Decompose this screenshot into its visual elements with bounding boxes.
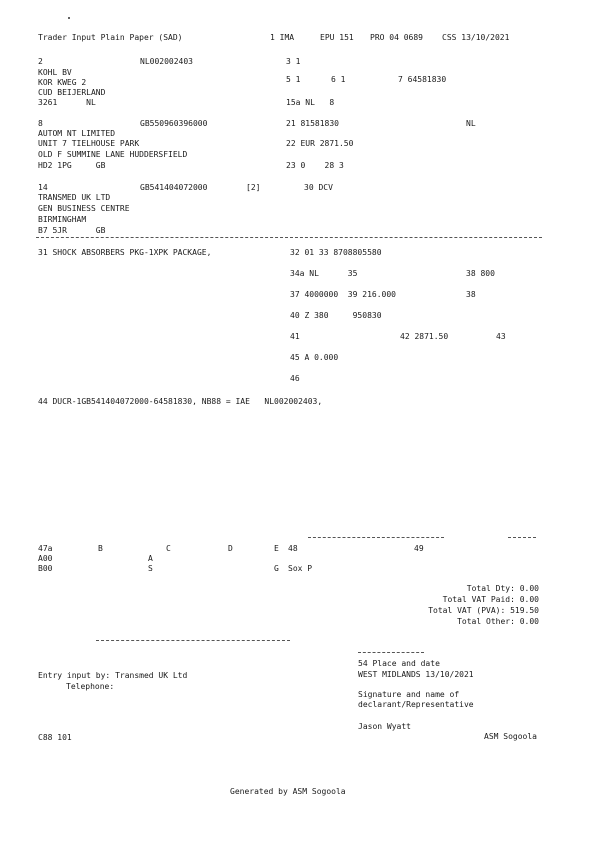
box14-line-3: BIRMINGHAM	[38, 215, 87, 224]
box15a-country: 15a NL 8	[286, 98, 335, 107]
box32-commodity: 32 01 33 8708805580	[290, 248, 382, 257]
tax-row2-s: S	[148, 564, 153, 573]
box8-line-1: AUTOM NT LIMITED	[38, 129, 116, 138]
entry-input-by: Entry input by: Transmed UK Ltd	[38, 671, 188, 680]
box2-line-3: CUD BEIJERLAND	[38, 88, 106, 97]
tax-row2-sox: Sox P	[288, 564, 313, 573]
entry-divider	[96, 640, 290, 641]
place-and-date: WEST MIDLANDS 13/10/2021	[358, 670, 474, 679]
box43: 43	[496, 332, 506, 341]
place-divider	[358, 652, 424, 653]
box8-line-3: OLD F SUMMINE LANE HUDDERSFIELD	[38, 150, 188, 159]
form-title: Trader Input Plain Paper (SAD)	[38, 33, 183, 42]
box14-line-1: TRANSMED UK LTD	[38, 193, 111, 202]
total-vat-pva: Total VAT (PVA): 519.50	[428, 606, 539, 615]
box8-label: 8	[38, 119, 43, 128]
box1-declaration-type: 1 IMA	[270, 33, 295, 42]
tax-row1-code: A00	[38, 554, 53, 563]
box6-packages: 6 1	[331, 75, 346, 84]
box49-label: 49	[414, 544, 424, 553]
box2-line-2: KOR KWEG 2	[38, 78, 87, 87]
tax-row1-a: A	[148, 554, 153, 563]
box44-additional-info: 44 DUCR-1GB541404072000-64581830, NB88 = IAE NL002002403,	[38, 397, 323, 406]
box14-line-2: GEN BUSINESS CENTRE	[38, 204, 130, 213]
box45-adjustment: 45 A 0.000	[290, 353, 339, 362]
box34-origin: 34a NL 35	[290, 269, 358, 278]
footer-generated-by: Generated by ASM Sogoola	[230, 787, 346, 796]
tax-col-c: C	[166, 544, 171, 553]
box48-label: 48	[288, 544, 298, 553]
box2-eori: NL002002403	[140, 57, 193, 66]
box47-label: 47a	[38, 544, 53, 553]
scan-mark	[68, 17, 70, 19]
signatory-company: ASM Sogoola	[484, 732, 537, 741]
box54-label: 54 Place and date	[358, 659, 440, 668]
box3-forms: 3 1	[286, 57, 301, 66]
box23-exchange-rate: 23 0 28 3	[286, 161, 344, 170]
box40-previous-doc: 40 Z 380 950830	[290, 311, 382, 320]
box8-eori: GB550960396000	[140, 119, 208, 128]
total-other: Total Other: 0.00	[457, 617, 539, 626]
tax-row2-g: G	[274, 564, 279, 573]
tax-row2-code: B00	[38, 564, 53, 573]
page-code: C88 101	[38, 733, 72, 742]
box2-line-1: KOHL BV	[38, 68, 72, 77]
header-date: CSS 13/10/2021	[442, 33, 510, 42]
box14-line-4: B7 5JR GB	[38, 226, 106, 235]
tax-col-e: E	[274, 544, 279, 553]
box7-reference: 7 64581830	[398, 75, 447, 84]
section-divider	[36, 237, 542, 238]
box2-line-4: 3261 NL	[38, 98, 96, 107]
tax-col-d: D	[228, 544, 233, 553]
box41-units: 41	[290, 332, 300, 341]
box2-label: 2	[38, 57, 43, 66]
box5-items: 5 1	[286, 75, 301, 84]
box46-statistical-value: 46	[290, 374, 300, 383]
box8-line-2: UNIT 7 TIELHOUSE PARK	[38, 139, 140, 148]
box21-transport: 21 81581830	[286, 119, 339, 128]
signatory-name: Jason Wyatt	[358, 722, 411, 731]
telephone-label: Telephone:	[66, 682, 115, 691]
box42-item-price: 42 2871.50	[400, 332, 449, 341]
signature-label-1: Signature and name of	[358, 690, 460, 699]
box14-representation: [2]	[246, 183, 261, 192]
tax-col-b: B	[98, 544, 103, 553]
tax-divider-right	[508, 537, 536, 538]
box38-net-mass: 38 800	[466, 269, 495, 278]
box31-description: 31 SHOCK ABSORBERS PKG-1XPK PACKAGE,	[38, 248, 212, 257]
box38-blank: 38	[466, 290, 476, 299]
box21-nationality: NL	[466, 119, 476, 128]
box22-currency-total: 22 EUR 2871.50	[286, 139, 354, 148]
signature-label-2: declarant/Representative	[358, 700, 474, 709]
box8-line-4: HD2 1PG GB	[38, 161, 106, 170]
procedure-code: EPU 151	[320, 33, 354, 42]
box14-eori: GB541404072000	[140, 183, 208, 192]
box14-label: 14	[38, 183, 48, 192]
box37-procedure: 37 4000000 39 216.000	[290, 290, 396, 299]
tax-divider-mid	[308, 537, 444, 538]
box30-location: 30 DCV	[304, 183, 333, 192]
total-duty: Total Dty: 0.00	[466, 584, 539, 593]
total-vat-paid: Total VAT Paid: 0.00	[442, 595, 539, 604]
reference-number: PRO 04 0689	[370, 33, 423, 42]
